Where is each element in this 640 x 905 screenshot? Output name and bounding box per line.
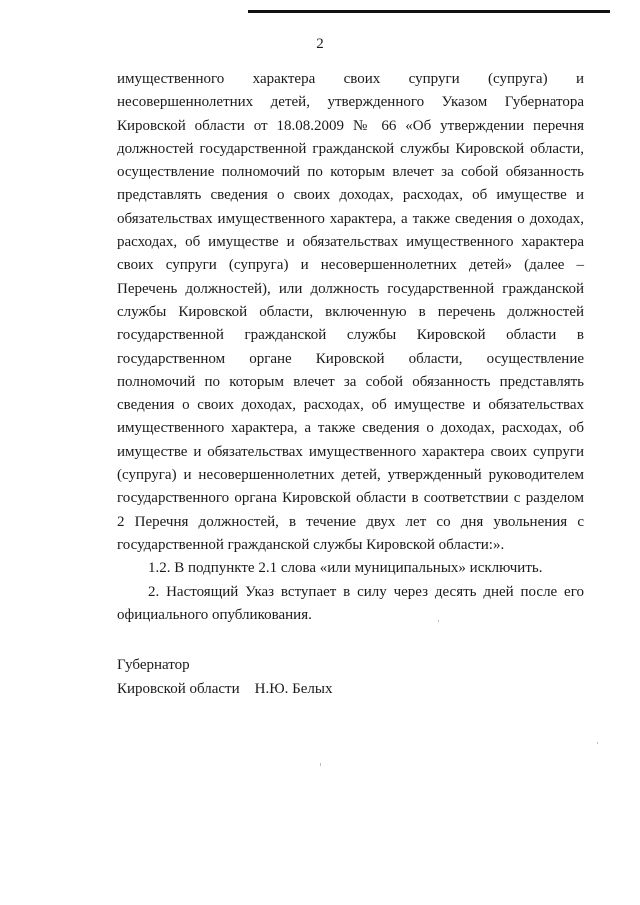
paragraph-item-2: 2. Настоящий Указ вступает в силу через десять дней после его официального опубликования.: [117, 583, 584, 623]
scan-speck: [320, 763, 321, 766]
document-body: [117, 68, 584, 627]
page-number: 2: [316, 36, 324, 52]
paragraph-continuation: имущественного характера своих супруги (супруга) и несовершеннолетних детей, утвержденного Указом Губернатора Кировской области от 18.08.2009 № 66 «Об утверждении перечня должностей государственной гражданской службы Кировской области, осуществление полномочий по которым влечет за собой обязанность представлять сведения о своих доходах, расходах, об имуществе и обязательствах имущественного характера, а также сведения о доходах, расходах, об имуществе и обязательствах имущественного характера своих супруги (супруга) и несовершеннолетних детей» (далее – Перечень должностей), или должность государственной гражданской службы Кировской области, включенную в перечень должностей государственной гражданской службы Кировской области в государственном органе Кировской области, осуществление полномочий по которым влечет за собой обязанность представлять сведения о своих доходах, расходах, об имуществе и обязательствах имущественного характера, а также сведения о доходах, расходах, об имуществе и обязательствах имущественного характера своих супруги (супруга) и несовершеннолетних детей, утвержденный руководителем государственного органа Кировской области в соответствии с разделом 2 Перечня должностей, в течение двух лет со дня увольнения с государственной гражданской службы Кировской области:».: [117, 71, 584, 553]
top-rule: [248, 10, 610, 13]
signature-region: Кировской области: [117, 680, 240, 697]
scan-speck: [597, 742, 598, 744]
scan-speck: [438, 620, 439, 622]
signature-region-line: [117, 678, 332, 702]
paragraph-item-1-2: 1.2. В подпункте 2.1 слова «или муниципальных» исключить.: [148, 560, 543, 577]
signature-title: Губернатор: [117, 657, 190, 673]
signature-block: [117, 654, 332, 701]
signature-name: Н.Ю. Белых: [254, 680, 333, 697]
